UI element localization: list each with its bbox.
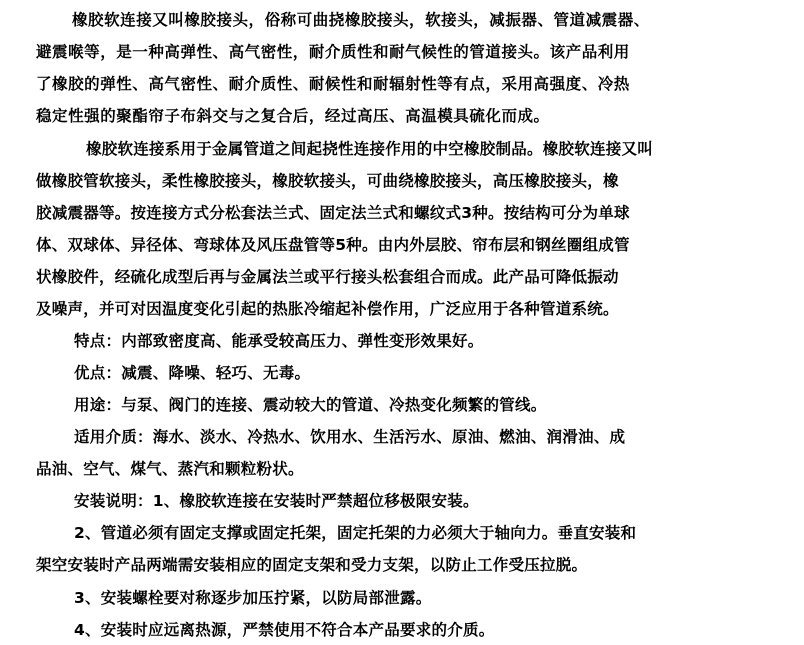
install-line-4: 4、安装时应远离热源，严禁使用不符合本产品要求的介质。 (74, 621, 495, 639)
text-line: 避震喉等，是一种高弹性、高气密性，耐介质性和耐气候性的管道接头。该产品利用 (36, 43, 630, 61)
text-line: 胶减震器等。按连接方式分松套法兰式、固定法兰式和螺纹式3种。按结构可分为单球 (36, 204, 630, 222)
media-line: 适用介质：海水、淡水、冷热水、饮用水、生活污水、原油、燃油、润滑油、成 (74, 428, 626, 446)
text-line: 了橡胶的弹性、高气密性、耐介质性、耐候性和耐辐射性等有点，采用高强度、冷热 (36, 75, 630, 93)
text-line: 及噪声，并可对因温度变化引起的热胀冷缩起补偿作用，广泛应用于各种管道系统。 (36, 300, 619, 318)
text-line: 做橡胶管软接头，柔性橡胶接头，橡胶软接头，可曲绕橡胶接头，高压橡胶接头，橡 (36, 172, 619, 190)
text-line: 体、双球体、异径体、弯球体及风压盘管等5种。由内外层胶、帘布层和钢丝圈组成管 (36, 236, 630, 254)
media-line-cont: 品油、空气、煤气、蒸汽和颗粒粉状。 (36, 460, 304, 478)
text-line: 橡胶软连接系用于金属管道之间起挠性连接作用的中空橡胶制品。橡胶软连接又叫 (86, 140, 654, 158)
text-line: 橡胶软连接又叫橡胶接头，俗称可曲挠橡胶接头，软接头，减振器、管道减震器、 (72, 11, 650, 29)
text-line: 稳定性强的聚酯帘子布斜交与之复合后，经过高压、高温模具硫化而成。 (36, 107, 550, 125)
install-line-2: 2、管道必须有固定支撑或固定托架，固定托架的力必须大于轴向力。垂直安装和 (74, 524, 637, 542)
install-line-2-cont: 架空安装时产品两端需安装相应的固定支架和受力支架，以防止工作受压拉脱。 (36, 556, 588, 574)
install-line-3: 3、安装螺栓要对称逐步加压拧紧，以防局部泄露。 (74, 589, 432, 607)
install-line-1: 安装说明：1、橡胶软连接在安装时严禁超位移极限安装。 (74, 492, 479, 510)
text-line: 状橡胶件，经硫化成型后再与金属法兰或平行接头松套组合而成。此产品可降低振动 (36, 268, 619, 286)
advantages-line: 优点：减震、降噪、轻巧、无毒。 (74, 364, 311, 382)
usage-line: 用途：与泵、阀门的连接、震动较大的管道、冷热变化频繁的管线。 (74, 396, 547, 414)
features-line: 特点：内部致密度高、能承受较高压力、弹性变形效果好。 (74, 332, 484, 350)
